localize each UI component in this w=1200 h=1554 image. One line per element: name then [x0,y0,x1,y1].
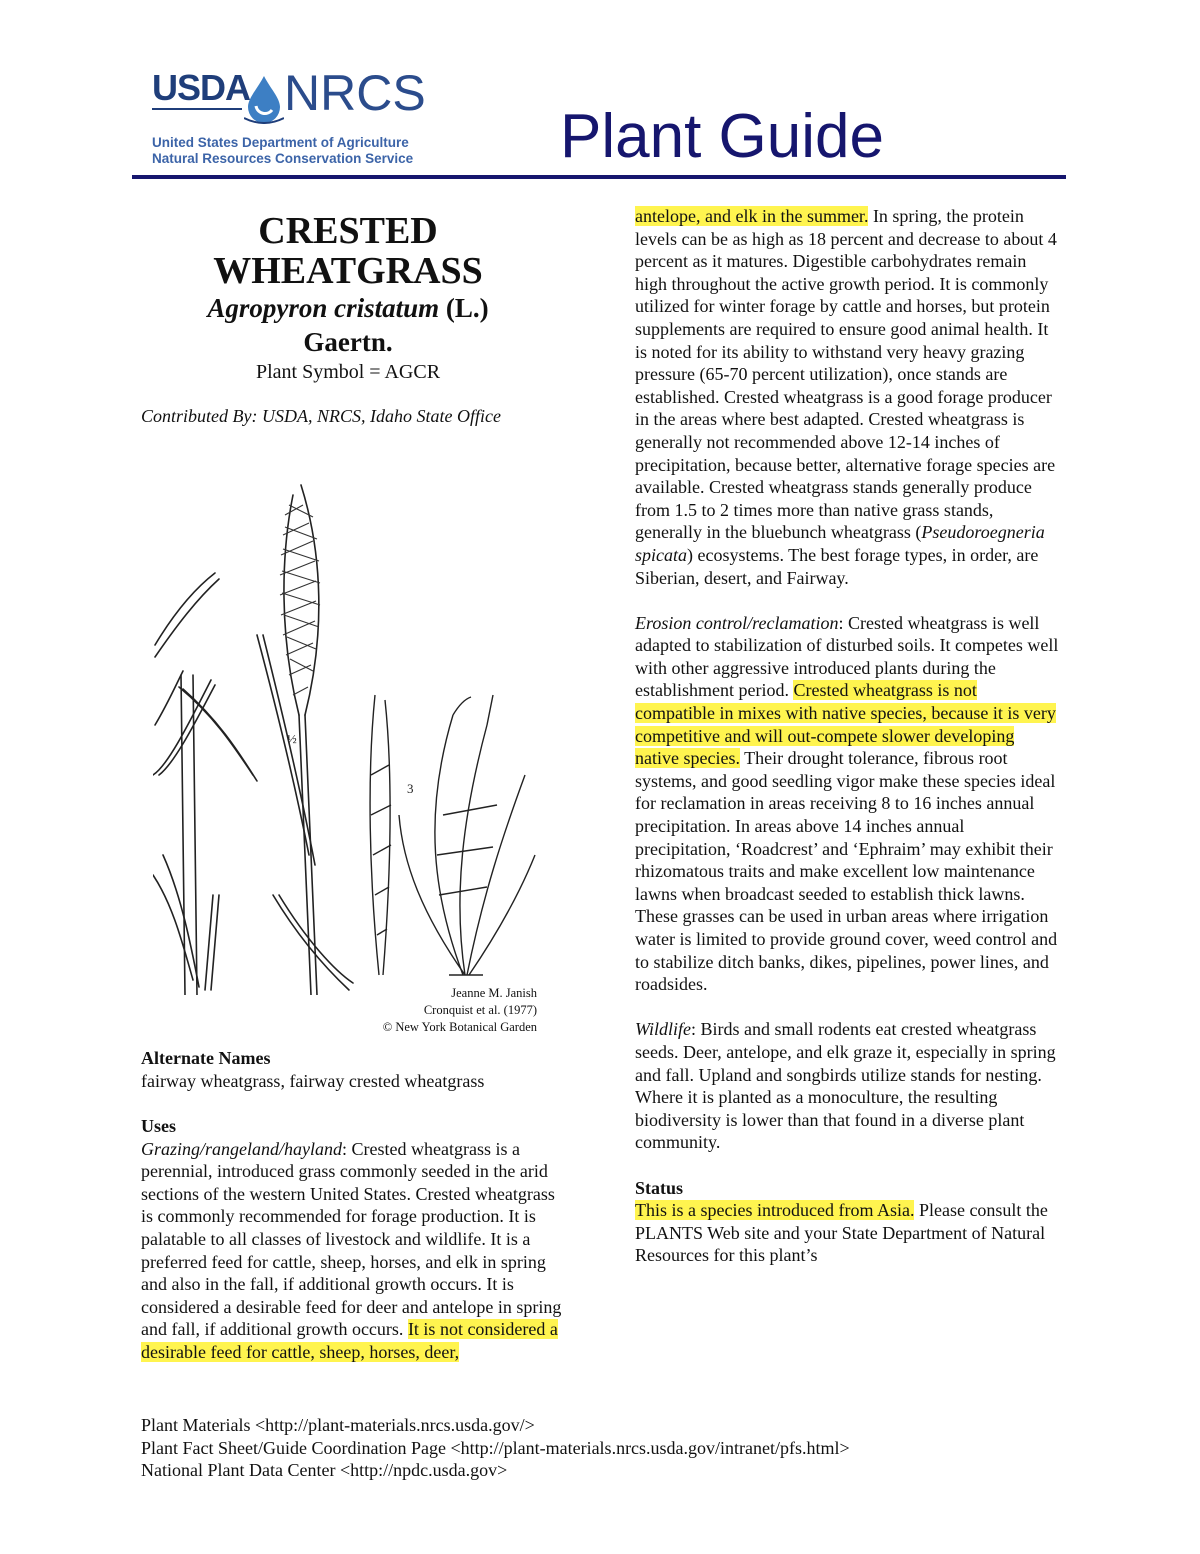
uses-section [141,1115,571,1364]
grazing-continued-sci-name: Pseudoroegneria spicata [635,522,1045,565]
status-highlight: This is a species introduced from Asia. [635,1200,915,1221]
erosion-text-1: : Crested wheatgrass is well adapted to stabilization of disturbed soils. It competes well with other aggressive introduced plants during the establishment period. [635,612,1059,701]
erosion-label: Erosion control/reclamation [635,612,839,633]
illustration-label-half: ½ [287,731,297,746]
plant-illustration [153,475,537,995]
scientific-author-1: (L.) [445,293,489,323]
footer [141,1414,850,1482]
illustration-credit [281,985,537,1036]
grazing-label: Grazing/rangeland/hayland [141,1138,342,1159]
common-name-line1: CRESTED [258,210,438,252]
credit-source: Cronquist et al. (1977) [423,1003,537,1017]
alternate-names-heading: Alternate Names [141,1048,271,1068]
credit-artist: Jeanne M. Janish [451,986,537,1000]
usda-nrcs-logo [150,65,426,172]
scientific-name-italic: Agropyron cristatum [207,293,440,323]
water-drop-icon [244,74,284,124]
logo-usda-text: USDA [152,67,251,108]
erosion-text-2: Their drought tolerance, fibrous root systems, and good seedling vigor make these species ideal for reclamation in areas receiving 8 to 16 inches annual precipitation. In areas above 14 inches annual precipitation, ‘Roadcrest’ and ‘Ephraim’ may exhibit their rhizomatous traits and make excellent low maintenance lawns when broadcast seeded to establish thick lawns. These grasses can be used in urban areas where irrigation water is limited to provide ground cover, weed control and to stabilize ditch banks, dikes, pipelines, power lines, and roadsides. [635,748,1058,995]
credit-copyright: © New York Botanical Garden [382,1020,537,1034]
alternate-names-section [141,1047,571,1092]
plant-title-block [141,211,555,385]
status-paragraph [635,1199,1060,1267]
grazing-highlight: It is not considered a desirable feed for cattle, sheep, horses, deer, [141,1319,558,1362]
grazing-continued-text-2: ) ecosystems. The best forage types, in order, are Siberian, desert, and Fairway. [635,544,1039,588]
logo-mark [150,65,426,132]
page-title: Plant Guide [560,102,884,171]
logo-underline [152,108,242,110]
wildlife-text: : Birds and small rodents eat crested wheatgrass seeds. Deer, antelope, and elk graze it, especially in spring and fall. Upland and songbirds utilize stands for nesting. Where it is planted as a monoculture, the resulting biodiversity is lower than that found in a diverse plant community. [635,1019,1056,1153]
logo-nrcs-text: NRCS [284,65,426,121]
status-heading: Status [635,1177,684,1198]
erosion-paragraph [635,612,1060,996]
scientific-author-2: Gaertn. [303,327,393,357]
header-rule [132,175,1066,179]
logo-subtitle-line1: United States Department of Agriculture [152,135,409,150]
wildlife-label: Wildlife [635,1019,691,1040]
uses-heading: Uses [141,1116,176,1136]
status-text: Please consult the PLANTS Web site and your State Department of Natural Resources for this plant’s [635,1200,1048,1266]
grazing-continued-text-1: In spring, the protein levels can be as high as 18 percent and decrease to about 4 percent as it matures. Digestible carbohydrates remain high throughout the active growth period. It is commonly utilized for winter forage by cattle and horses, but protein supplements are required to ensure good animal health. It is noted for its ability to withstand very heavy grazing pressure (65-70 percent utilization), once stands are established. Crested wheatgrass is a good forage producer in the areas where best adapted. Crested wheatgrass is generally not recommended above 12-14 inches of precipitation, because better, alternative forage species are available. Crested wheatgrass stands generally produce from 1.5 to 2 times more than native grass stands, generally in the bluebunch wheatgrass ( [635,206,1057,543]
footer-coordination-link[interactable]: Plant Fact Sheet/Guide Coordination Page <http://plant-materials.nrcs.usda.gov/intranet/pfs.html> [141,1437,850,1458]
left-column [141,205,571,1362]
scientific-name [141,291,555,359]
grazing-text: : Crested wheatgrass is a perennial, introduced grass commonly seeded in the arid sections of the western United States. Crested wheatgrass is commonly recommended for forage production. It is palatable to all classes of livestock and wildlife. It is a preferred feed for cattle, sheep, horses, and elk in spring and also in the fall, if additional growth occurs. It is considered a desirable feed for deer and antelope in spring and fall, if additional growth occurs. [141,1138,562,1340]
contributed-by: Contributed By: USDA, NRCS, Idaho State Office [141,406,501,426]
footer-plant-materials-link[interactable]: Plant Materials <http://plant-materials.nrcs.usda.gov/> [141,1415,535,1435]
grazing-continued-highlight: antelope, and elk in the summer. [635,206,869,226]
common-name [141,211,555,291]
footer-npdc-link[interactable]: National Plant Data Center <http://npdc.usda.gov> [141,1460,508,1481]
alternate-names-text: fairway wheatgrass, fairway crested wheatgrass [141,1070,485,1091]
plant-symbol: Plant Symbol = AGCR [255,361,441,383]
wildlife-paragraph [635,1018,1060,1154]
erosion-highlight: Crested wheatgrass is not compatible in mixes with native species, because it is very competitive and will out-compete slower developing native species. [635,680,1056,769]
logo-subtitle-line2: Natural Resources Conservation Service [152,151,414,166]
common-name-line2: WHEATGRASS [213,250,483,292]
uses-grazing-paragraph [141,1138,571,1364]
grazing-continued-paragraph [635,205,1060,589]
illustration-label-3: 3 [407,781,414,796]
right-column [635,205,1060,1267]
